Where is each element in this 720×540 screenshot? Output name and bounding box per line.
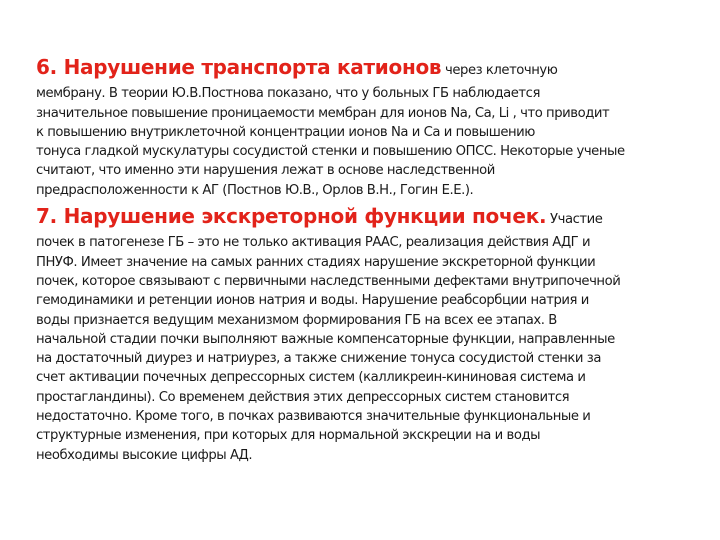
section-7-line-10: недостаточно. Кроме того, в почках развиваются значительные функциональные и	[36, 409, 591, 425]
section-6-heading: 6. Нарушение транспорта катионов	[36, 55, 442, 79]
section-7-line-2: ПНУФ. Имеет значение на самых ранних стадиях нарушение экскреторной функции	[36, 254, 596, 270]
section-7-lead-text: Участие	[550, 212, 603, 228]
section-7-first-line	[36, 204, 686, 229]
section-7-line-12: необходимы высокие цифры АД.	[36, 447, 253, 463]
section-6-line-5: считают, что именно эти нарушения лежат в основе наследственной	[36, 163, 495, 179]
section-7-line-1: почек в патогенезе ГБ – это не только активация РААС, реализация действия АДГ и	[36, 235, 591, 251]
section-7-heading: 7. Нарушение экскреторной функции почек.	[36, 204, 547, 229]
section-7-line-8: счет активации почечных депрессорных систем (калликреин-кининовая система и	[36, 370, 586, 386]
section-6-line-1: мембрану. В теории Ю.В.Постнова показано, что у больных ГБ наблюдается	[36, 86, 540, 102]
section-7-paragraph	[36, 203, 686, 465]
section-7-line-5: воды признается ведущим механизмом формирования ГБ на всех ее этапах. В	[36, 312, 557, 328]
section-6-lead-text: через клеточную	[445, 63, 558, 78]
section-7-line-6: начальной стадии почки выполняют важные компенсаторные функции, направленные	[36, 331, 615, 347]
section-7-line-9: простагландины). Со временем действия этих депрессорных систем становится	[36, 389, 570, 405]
slide-text-body	[36, 55, 686, 465]
section-6-line-6: предрасположенности к АГ (Постнов Ю.В., Орлов В.Н., Гогин Е.Е.).	[36, 182, 474, 198]
section-7-line-11: структурные изменения, при которых для нормальной экскреции на и воды	[36, 428, 541, 444]
section-6-line-2: значительное повышение проницаемости мембран для ионов Na, Ca, Li , что приводит	[36, 105, 610, 121]
section-6-line-4: тонуса гладкой мускулатуры сосудистой стенки и повышению ОПСС. Некоторые ученые	[36, 144, 625, 160]
section-7-line-3: почек, которое связывают с первичными наследственными дефектами внутрипочечной	[36, 273, 621, 289]
section-7-line-4: гемодинамики и ретенции ионов натрия и воды. Нарушение реабсорбции натрия и	[36, 293, 589, 309]
section-7-line-7: на достаточный диурез и натриурез, а также снижение тонуса сосудистой стенки за	[36, 351, 601, 367]
section-6-first-line	[36, 55, 686, 80]
section-6-line-3: к повышению внутриклеточной концентрации ионов Na и Ca и повышению	[36, 124, 535, 140]
section-6-paragraph	[36, 55, 686, 200]
